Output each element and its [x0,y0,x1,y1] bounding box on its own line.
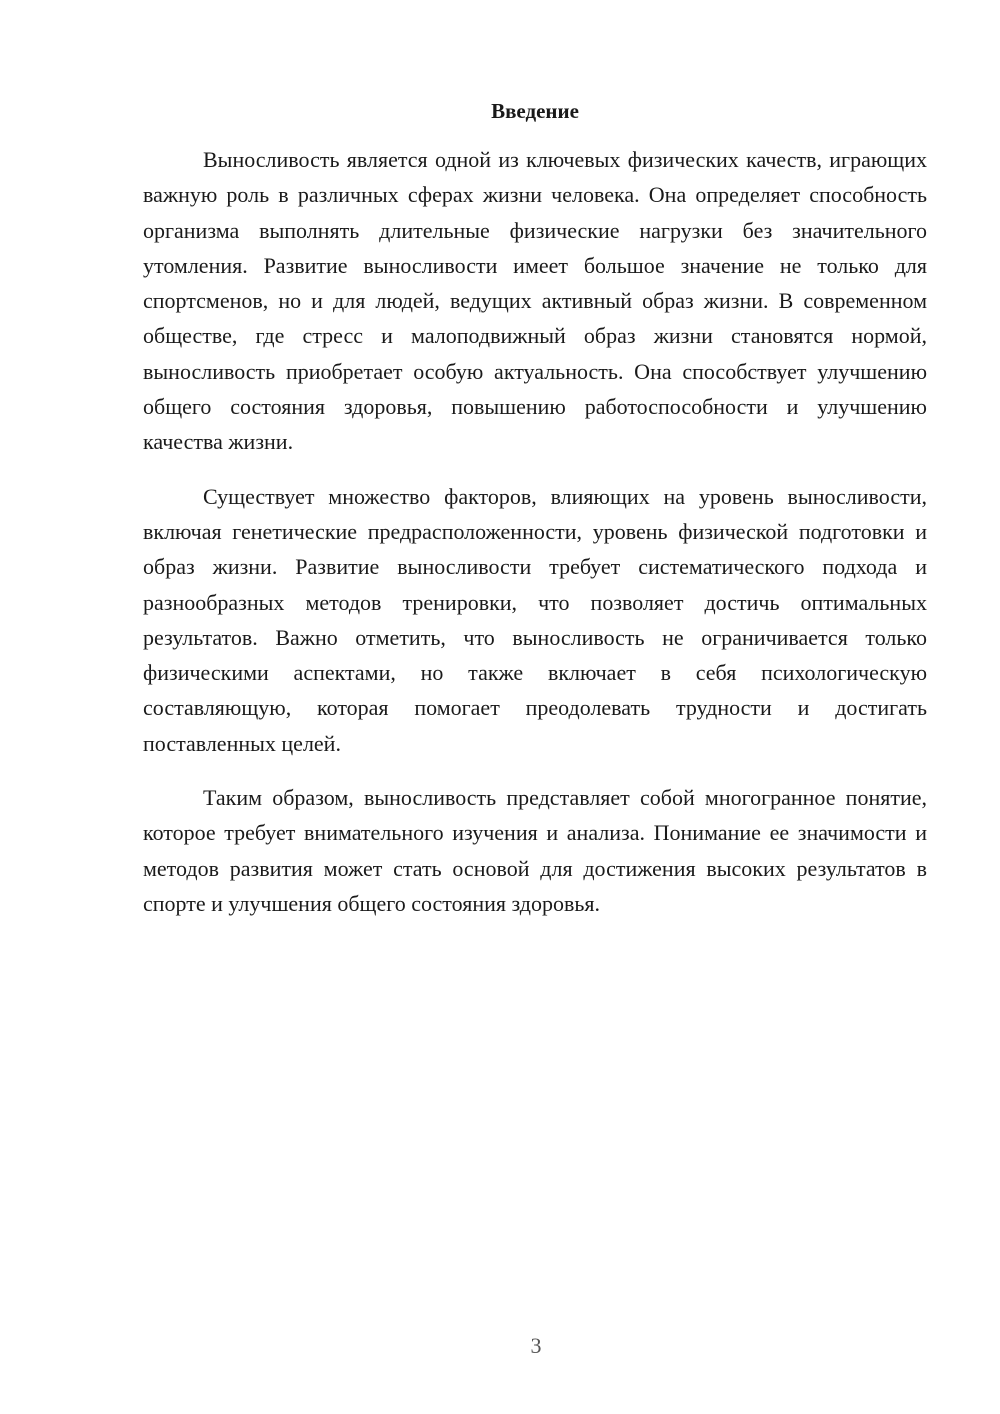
section-heading: Введение [491,99,579,123]
paragraph-3: Таким образом, выносливость представляет собой многогранное понятие, которое требует внимательного изучения и анализа. Понимание ее значимости и методов развития может стать основой для достижения высоких результатов в спорте и улучшения общего состояния здоровья. [143,785,927,916]
body-text [143,142,927,940]
page-number: 3 [530,1333,542,1358]
paragraph-2: Существует множество факторов, влияющих на уровень выносливости, включая генетические предрасположенности, уровень физической подготовки и образ жизни. Развитие выносливости требует систематического подхода и разнообразных методов тренировки, что позволяет достичь оптимальных результатов. Важно отметить, что выносливость не ограничивается только физическими аспектами, но также включает в себя психологическую составляющую, которая помогает преодолевать трудности и достигать поставленных целей. [143,483,927,756]
paragraph-1: Выносливость является одной из ключевых физических качеств, играющих важную роль в различных сферах жизни человека. Она определяет способность организма выполнять длительные физические нагрузки без значительного утомления. Развитие выносливости имеет большое значение не только для спортсменов, но и для людей, ведущих активный образ жизни. В современном обществе, где стресс и малоподвижный образ жизни становятся нормой, выносливость приобретает особую актуальность. Она способствует улучшению общего состояния здоровья, повышению работоспособности и улучшению качества жизни. [143,147,927,455]
